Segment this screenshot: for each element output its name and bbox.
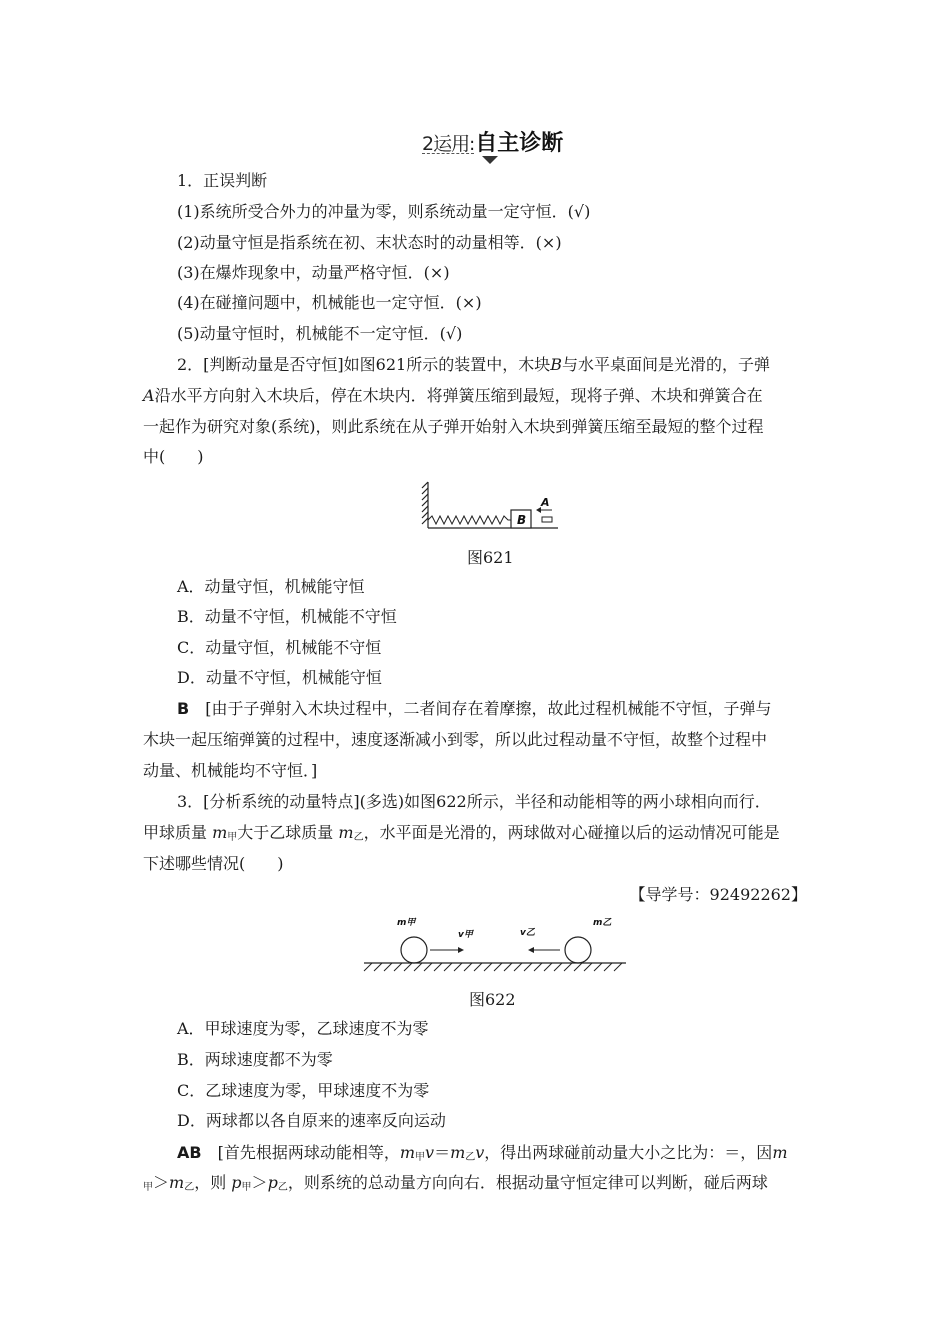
- label-v-jia: v甲: [458, 930, 473, 940]
- q2-answer-line-1: [177, 698, 771, 720]
- q2-explain-2: 木块一起压缩弹簧的过程中，速度逐渐减小到零，所以此过程动量不守恒，故整个过程中: [143, 730, 768, 749]
- figure-621-spring-block: [420, 478, 560, 538]
- figure-622-caption: 图622: [469, 990, 516, 1009]
- q2-option-b: B．动量不守恒，机械能不守恒: [177, 607, 397, 626]
- q2-stem-line-2: [143, 385, 763, 407]
- figure-622-two-balls: [360, 910, 630, 982]
- q2-option-a: A．动量守恒，机械能守恒: [177, 577, 365, 596]
- bullet-a: [542, 517, 552, 522]
- q3-m: m: [169, 1173, 185, 1192]
- q3-stem-line-2: [143, 822, 780, 849]
- q3-stem-2b: 大于乙球质量: [237, 823, 334, 842]
- block-b-label: B: [517, 513, 527, 527]
- section-number: 2: [422, 133, 434, 155]
- q3-p: p: [267, 1173, 278, 1192]
- q1-title: 1．正误判断: [177, 171, 268, 190]
- q3-explain-b: ，得出两球碰前动量大小之比为：＝，因: [484, 1143, 773, 1162]
- figure-621-caption: 图621: [467, 548, 514, 567]
- q3-stem-line-1: 3．[分析系统的动量特点](多选)如图622所示，半径和动能相等的两小球相向而行．: [177, 792, 771, 811]
- wall: [422, 482, 428, 528]
- q3-explain-c: ，则系统的总动量方向向右．根据动量守恒定律可以判断，碰后两球: [287, 1173, 768, 1192]
- q3-option-b: B．两球速度都不为零: [177, 1050, 333, 1069]
- ball-yi: [565, 937, 591, 963]
- arrow-left-icon: [528, 947, 534, 953]
- q3-then: ，则: [194, 1173, 227, 1192]
- q3-stem-2a: 甲球质量: [143, 823, 208, 842]
- q3-sub-jia: 甲: [227, 832, 238, 843]
- q3-sub-jia: 甲: [415, 1152, 426, 1163]
- q3-p: p: [231, 1173, 242, 1192]
- q2-var-a: A: [143, 386, 155, 405]
- label-m-yi: m乙: [593, 918, 612, 928]
- q2-option-d: D．动量不守恒，机械能守恒: [177, 668, 382, 687]
- q2-option-c: C．动量守恒，机械能不守恒: [177, 638, 382, 657]
- q3-sub-yi: 乙: [465, 1152, 476, 1163]
- q1-item-5: (5)动量守恒时，机械能不一定守恒．(√): [177, 324, 463, 343]
- q2-stem-line-4: 中( ): [143, 447, 204, 466]
- ground-hatch: [364, 963, 622, 971]
- q3-explain-a: [首先根据两球动能相等，: [217, 1143, 400, 1162]
- q3-sub-jia: 甲: [241, 1182, 252, 1193]
- q3-answer-line-1: [177, 1142, 787, 1169]
- q2-stem-line-1: [177, 354, 770, 376]
- q2-answer: B: [177, 699, 190, 718]
- q3-v: v: [425, 1143, 435, 1162]
- section-word: 运用: [433, 133, 470, 155]
- q3-v: v: [475, 1143, 485, 1162]
- label-m-jia: m甲: [397, 918, 416, 928]
- q3-option-c: C．乙球速度为零，甲球速度不为零: [177, 1081, 430, 1100]
- section-header: [422, 126, 563, 157]
- q3-option-d: D．两球都以各自原来的速率反向运动: [177, 1111, 446, 1130]
- bullet-a-label: A: [541, 496, 550, 509]
- label-v-yi: v乙: [520, 928, 535, 938]
- q2-stem-1b: 与水平桌面间是光滑的，子弹: [561, 355, 770, 374]
- q3-m: m: [450, 1143, 466, 1162]
- q2-stem-2: 沿水平方向射入木块后，停在木块内．将弹簧压缩到最短，现将子弹、木块和弹簧合在: [154, 386, 763, 405]
- q2-stem-1a: 2．[判断动量是否守恒]如图621所示的装置中，木块: [177, 355, 551, 374]
- q1-item-3: (3)在爆炸现象中，动量严格守恒．(×): [177, 263, 450, 282]
- q3-gt: ＞: [153, 1173, 170, 1192]
- q3-m: m: [212, 823, 228, 842]
- q3-m: m: [772, 1143, 788, 1162]
- q3-answer-line-2: [143, 1172, 768, 1199]
- triangle-down-icon: [482, 156, 498, 164]
- q2-explain-1: [由于子弹射入木块过程中，二者间存在着摩擦，故此过程机械能不守恒，子弹与: [205, 699, 772, 718]
- q3-option-a: A．甲球速度为零，乙球速度不为零: [177, 1019, 429, 1038]
- q2-stem-line-3: 一起作为研究对象(系统)，则此系统在从子弹开始射入木块到弹簧压缩至最短的整个过程: [143, 417, 764, 436]
- q3-gt: ＞: [251, 1173, 268, 1192]
- section-title: 自主诊断: [475, 131, 564, 156]
- q3-stem-line-3: 下述哪些情况( ): [143, 854, 284, 873]
- q1-item-4: (4)在碰撞问题中，机械能也一定守恒．(×): [177, 293, 482, 312]
- section-colon: :: [469, 134, 476, 155]
- q2-explain-3: 动量、机械能均不守恒．]: [143, 761, 318, 780]
- q3-stem-2c: ，水平面是光滑的，两球做对心碰撞以后的运动情况可能是: [363, 823, 780, 842]
- q3-answer: AB: [177, 1143, 202, 1162]
- q3-m: m: [338, 823, 354, 842]
- q3-sub-yi: 乙: [184, 1182, 195, 1193]
- q3-sub-jia: 甲: [143, 1182, 153, 1193]
- spring: [428, 516, 512, 524]
- q3-eq: ＝: [434, 1143, 451, 1162]
- q3-sub-yi: 乙: [353, 832, 364, 843]
- arrow-right-icon: [458, 947, 464, 953]
- q1-item-2: (2)动量守恒是指系统在初、末状态时的动量相等．(×): [177, 233, 562, 252]
- q3-m: m: [399, 1143, 416, 1162]
- ball-jia: [401, 937, 427, 963]
- q1-item-1: (1)系统所受合外力的冲量为零，则系统动量一定守恒．(√): [177, 202, 591, 221]
- q3-reference-number: 【导学号：92492262】: [629, 885, 807, 904]
- section-underline: [422, 153, 474, 154]
- q2-var-b: B: [550, 355, 562, 374]
- q3-sub-yi: 乙: [277, 1182, 288, 1193]
